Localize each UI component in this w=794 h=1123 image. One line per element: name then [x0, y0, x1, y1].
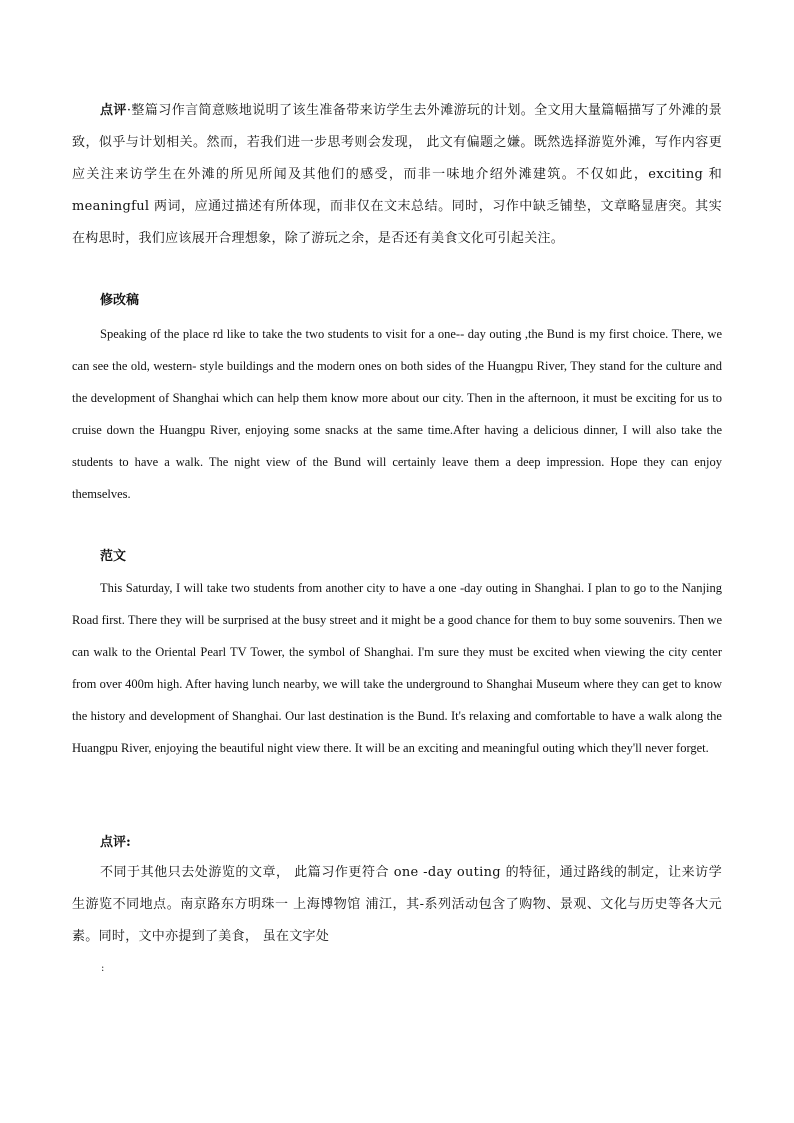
- review-paragraph-1: [72, 95, 722, 255]
- revision-paragraph: Speaking of the place rd like to take the two students to visit for a one-- day outing ,the Bund is my first choice. There, we can see the old, western- style buildings and the modern ones on both sides of the Huangpu River, They stand for the culture and the development of Shanghai which can help them know more about our city. Then in the afternoon, it must be exciting for us to cruise down the Huangpu River, enjoying some snacks at the same time.After having a delicious dinner, I will also take the students to have a walk. The night view of the Bund will certainly leave them a deep impression. Hope they can enjoy themselves.: [72, 327, 722, 501]
- revision-heading: 修改稿: [100, 293, 140, 308]
- model-essay-paragraph: This Saturday, I will take two students from another city to have a one -day outing in Shanghai. I plan to go to the Nanjing Road first. There they will be surprised at the busy street and it might be a good chance for them to buy some souvenirs. Then we can walk to the Oriental Pearl TV Tower, the symbol of Shanghai. I'm sure they must be excited when viewing the city center from over 400m high. After having lunch nearby, we will take the underground to Shanghai Museum where they can get to know the history and development of Shanghai. Our last destination is the Bund. It's relaxing and comfortable to have a walk along the Huangpu River, enjoying the beautiful night view there. It will be an exciting and meaningful outing which they'll never forget.: [72, 581, 722, 755]
- review-text: ·整篇习作言简意赅地说明了该生准备带来访学生去外滩游玩的计划。全文用大量篇幅描写了外滩的景致，似乎与计划相关。然而，若我们进一步思考则会发现， 此文有偏题之嫌。既然选择游览外滩，写作内容更应关注来访学生在外滩的所见所闻及其他们的感受，而非一味地介绍外滩建筑。不仅如此，exciting 和 meaningful 两词，应通过描述有所体现，而非仅在文末总结。同时，习作中缺乏铺垫，文章略显唐突。其实在构思时，我们应该展开合理想象，除了游玩之余，是否还有美食文化可引起关注。: [72, 103, 722, 246]
- review-label: 点评: [100, 103, 127, 118]
- review-2-heading: 点评:: [100, 835, 131, 850]
- trailing-mark: :: [101, 963, 105, 974]
- model-essay-heading: 范文: [100, 549, 127, 564]
- review-paragraph-2: 不同于其他只去处游览的文章， 此篇习作更符合 one -day outing 的特征，通过路线的制定，让来访学生游览不同地点。南京路东方明珠一 上海博物馆 浦江，其-系列活动包含了购物、景观、文化与历史等各大元素。同时，文中亦提到了美食， 虽在文字处: [72, 865, 722, 944]
